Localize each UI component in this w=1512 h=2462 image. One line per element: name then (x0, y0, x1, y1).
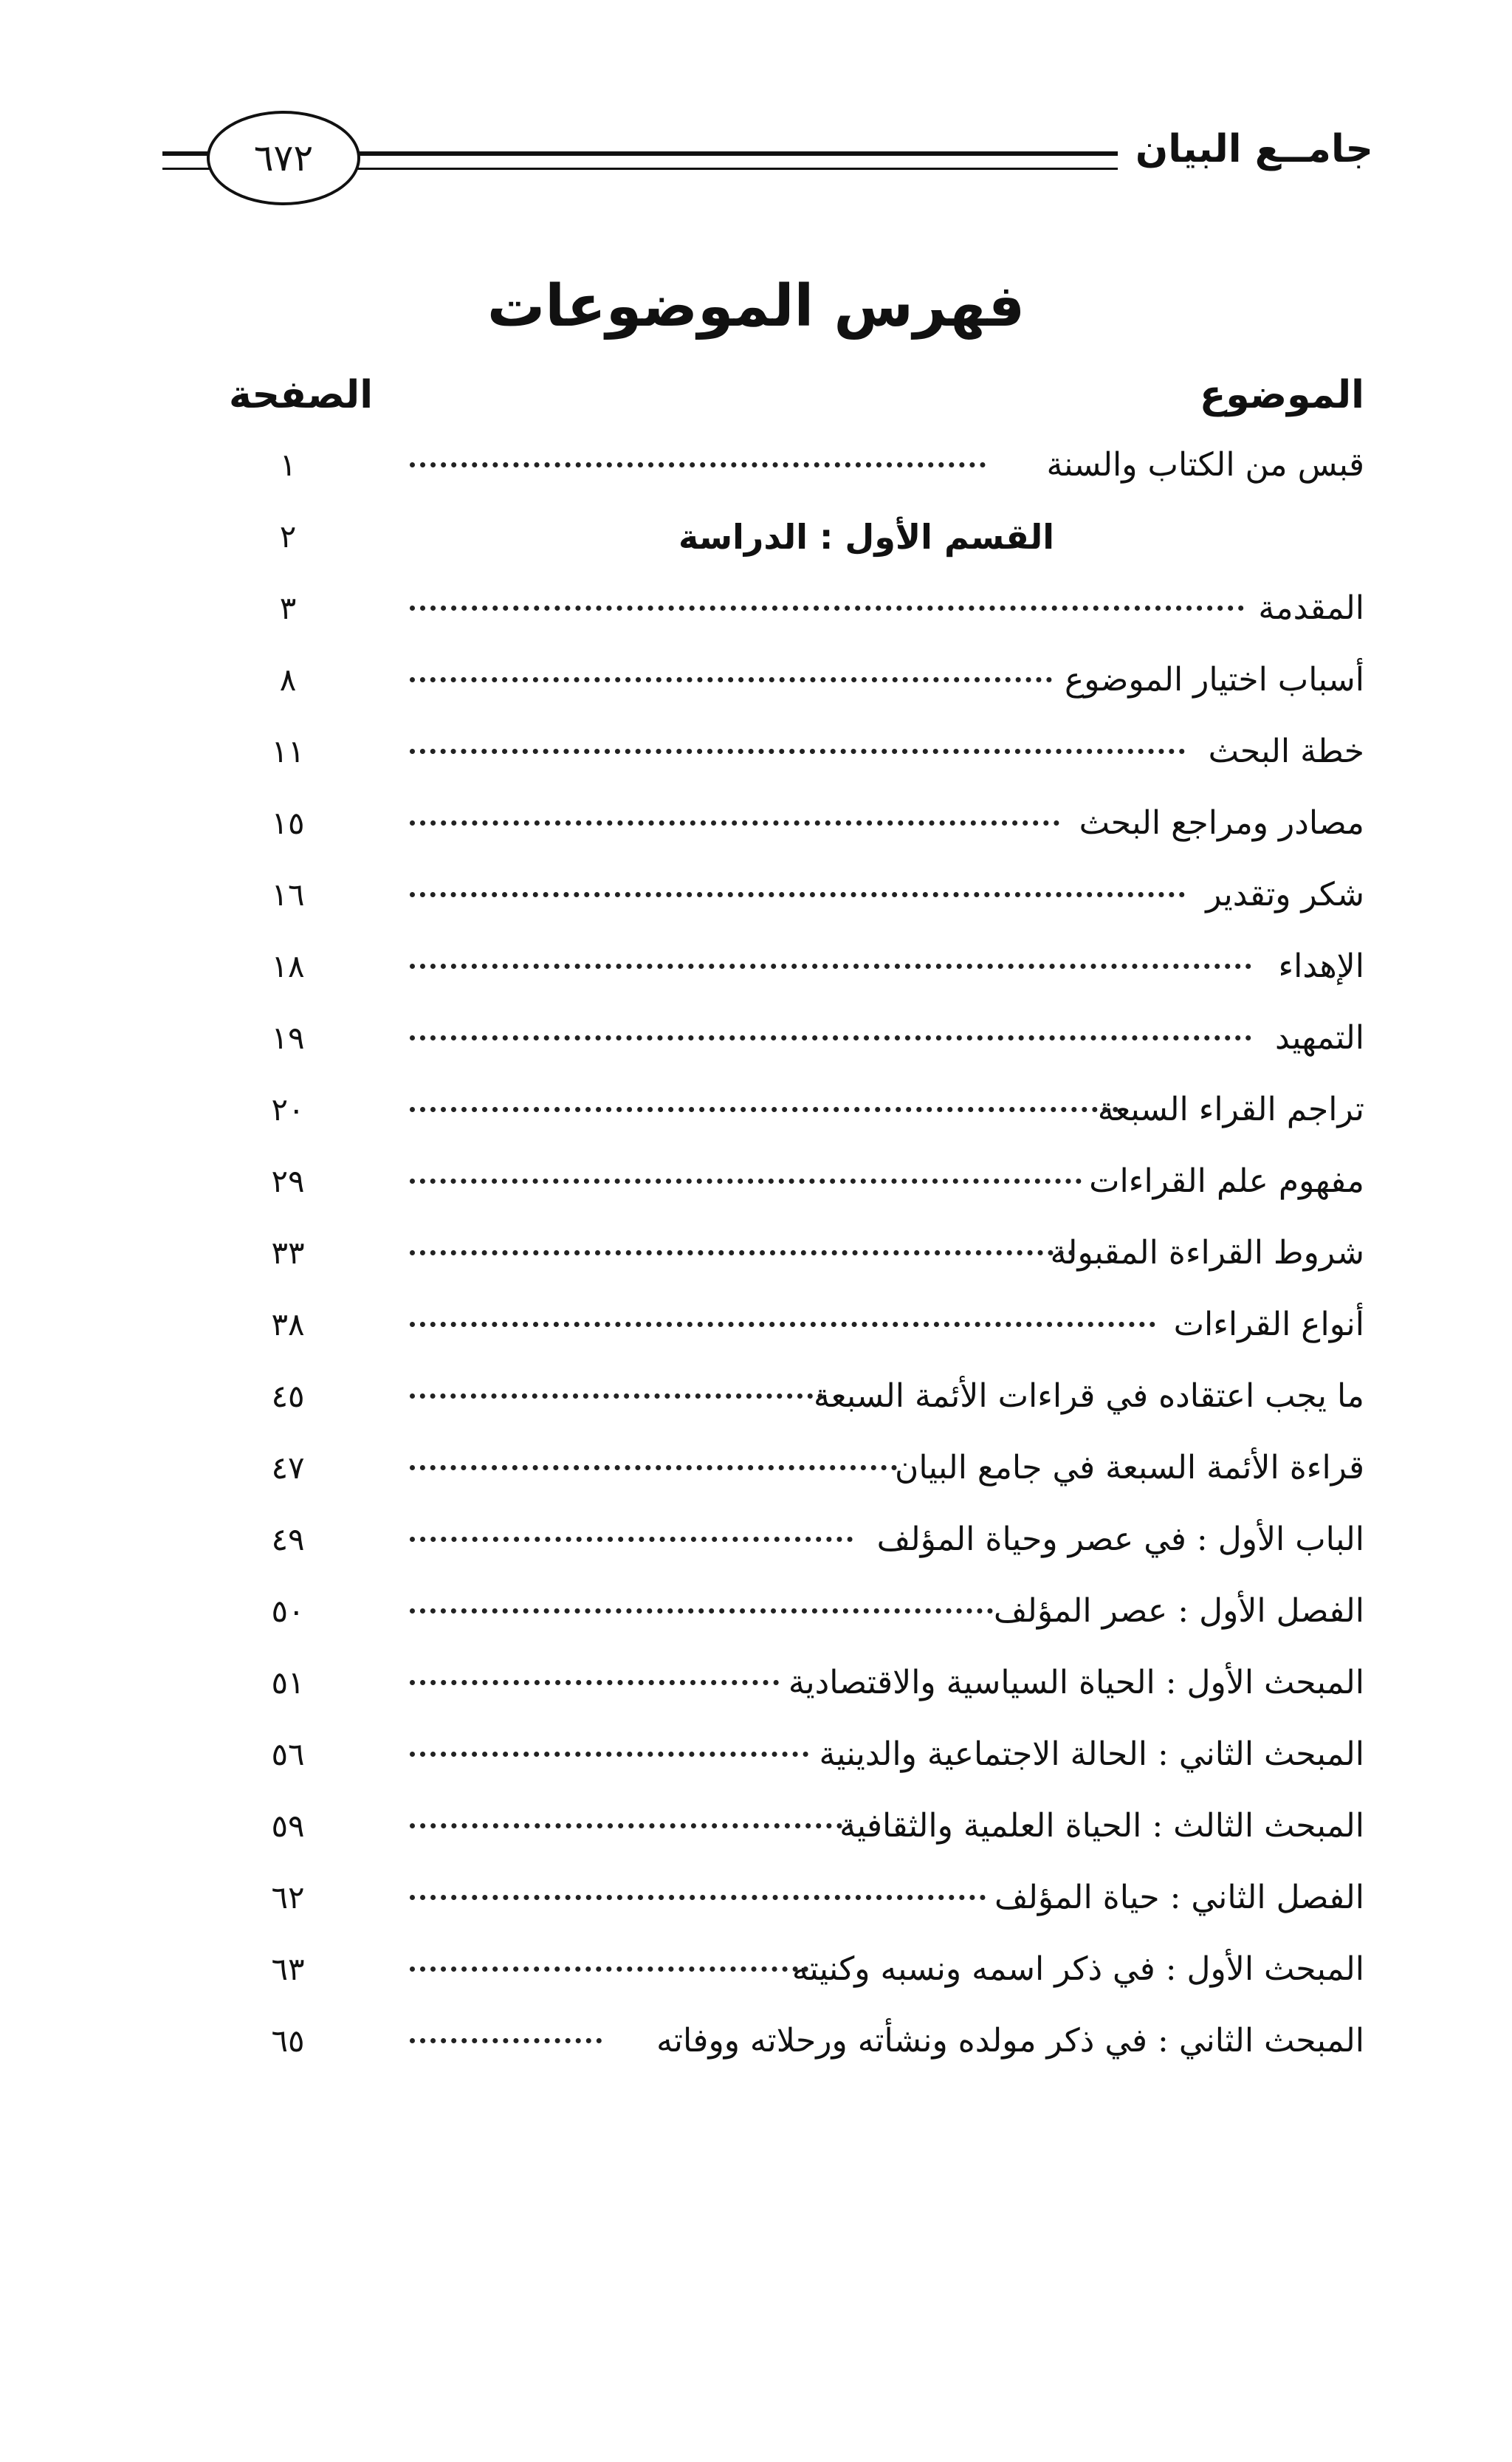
toc-entry-label: شروط القراءة المقبولة (1050, 1234, 1364, 1272)
dot-leader (410, 1823, 853, 1828)
dot-leader (410, 1895, 986, 1900)
toc-entry-label: الإهداء (1278, 947, 1364, 985)
toc-entry (0, 1732, 1512, 1804)
dot-leader (410, 1966, 808, 1972)
toc-page-number: ١ (279, 447, 297, 483)
toc-entry-label: الباب الأول : في عصر وحياة المؤلف (876, 1520, 1364, 1558)
toc-entry (0, 1159, 1512, 1231)
dot-leader (410, 892, 1185, 897)
toc-page-number: ٢٠ (271, 1091, 305, 1128)
book-title: جامــع البيان (1118, 127, 1373, 171)
page-number-oval (207, 111, 360, 205)
toc-entry (0, 1804, 1512, 1876)
toc-entry-label: قبس من الكتاب والسنة (1046, 446, 1364, 484)
toc-page-number: ٤٥ (271, 1378, 305, 1414)
toc-entry-label: التمهيد (1275, 1019, 1364, 1057)
toc-entry-label: المبحث الأول : الحياة السياسية والاقتصادية (788, 1664, 1364, 1701)
page-number: ٦٧٢ (253, 137, 314, 179)
toc-page-number: ٤٩ (271, 1521, 305, 1557)
toc-entry (0, 801, 1512, 873)
dot-leader (410, 1179, 1082, 1184)
table-of-contents (0, 443, 1512, 2091)
toc-page-number: ٥٠ (271, 1593, 305, 1629)
toc-entry-label: ما يجب اعتقاده في قراءات الأئمة السبعة (814, 1377, 1364, 1415)
toc-entry-label: مصادر ومراجع البحث (1079, 804, 1364, 842)
dot-leader (410, 749, 1185, 754)
toc-entry (0, 1876, 1512, 1947)
dot-leader (410, 1608, 993, 1614)
dot-leader (410, 1537, 853, 1542)
dot-leader (410, 1680, 779, 1685)
toc-entry-label: المبحث الثاني : في ذكر مولده ونشأته ورحلاته ووفاته (656, 2022, 1364, 2060)
toc-page-number: ٤٧ (271, 1450, 305, 1486)
toc-entry-label: الفصل الأول : عصر المؤلف (993, 1592, 1364, 1630)
toc-entry (0, 1016, 1512, 1088)
toc-entry-label: أسباب اختيار الموضوع (1065, 661, 1364, 699)
dot-leader (410, 2038, 602, 2043)
toc-entry (0, 1661, 1512, 1732)
toc-entry-label: خطة البحث (1208, 733, 1364, 770)
toc-page-number: ١١ (271, 733, 305, 769)
toc-page-number: ٦٥ (271, 2023, 305, 2059)
toc-page-number: ٢٩ (271, 1163, 305, 1199)
toc-entry-label: الفصل الثاني : حياة المؤلف (994, 1879, 1364, 1916)
running-header (162, 111, 1373, 222)
toc-entry (0, 1231, 1512, 1303)
toc-entry (0, 1518, 1512, 1589)
toc-page-number: ١٥ (271, 805, 305, 841)
toc-entry-label: القسم الأول : الدراسة (678, 517, 1054, 557)
toc-entry-label: أنواع القراءات (1173, 1306, 1364, 1343)
toc-entry (0, 586, 1512, 658)
dot-leader (410, 964, 1251, 969)
dot-leader (410, 677, 1052, 682)
toc-page-number: ٦٢ (271, 1879, 305, 1916)
page-title: فهرس الموضوعات (487, 273, 1025, 340)
dot-leader (410, 606, 1244, 611)
toc-entry (0, 873, 1512, 944)
toc-page-number: ٣٨ (271, 1306, 305, 1343)
toc-entry (0, 1947, 1512, 2019)
toc-page-number: ٨ (279, 662, 297, 698)
toc-entry-label: قراءة الأئمة السبعة في جامع البيان (895, 1449, 1364, 1487)
toc-entry-label: شكر وتقدير (1206, 876, 1364, 913)
toc-entry-label: المبحث الثاني : الحالة الاجتماعية والدينية (819, 1735, 1364, 1773)
toc-entry-label: المقدمة (1258, 589, 1364, 627)
dot-leader (410, 1752, 808, 1757)
dot-leader (410, 1465, 897, 1470)
toc-entry (0, 1374, 1512, 1446)
toc-entry-label: تراجم القراء السبعة (1097, 1091, 1364, 1128)
toc-entry (0, 944, 1512, 1016)
dot-leader (410, 1035, 1251, 1040)
toc-page-number: ٥٦ (271, 1736, 305, 1772)
toc-entry (0, 658, 1512, 730)
toc-page-number: ٥١ (271, 1664, 305, 1701)
dot-leader (410, 820, 1059, 826)
toc-entry (0, 443, 1512, 515)
toc-page-number: ٣٣ (271, 1235, 305, 1271)
topic-column-header: الموضوع (1199, 373, 1364, 417)
toc-entry (0, 1446, 1512, 1518)
dot-leader (410, 1322, 1155, 1327)
page-column-header: الصفحة (229, 373, 374, 417)
dot-leader (410, 1393, 823, 1399)
dot-leader (410, 1107, 1118, 1112)
toc-entry-label: المبحث الثالث : الحياة العلمية والثقافية (839, 1807, 1364, 1845)
toc-entry-label: مفهوم علم القراءات (1089, 1162, 1364, 1200)
dot-leader (410, 462, 986, 467)
toc-entry (0, 2019, 1512, 2091)
toc-page-number: ١٨ (271, 948, 305, 984)
toc-page-number: ١٦ (271, 877, 305, 913)
toc-section-heading (0, 515, 1512, 586)
toc-entry-label: المبحث الأول : في ذكر اسمه ونسبه وكنيته (791, 1950, 1364, 1988)
toc-page-number: ٥٩ (271, 1808, 305, 1844)
toc-page-number: ٢ (279, 518, 297, 555)
toc-entry (0, 1088, 1512, 1159)
dot-leader (410, 1250, 1074, 1255)
toc-entry (0, 730, 1512, 801)
toc-page-number: ١٩ (271, 1020, 305, 1056)
toc-entry (0, 1303, 1512, 1374)
toc-page-number: ٦٣ (271, 1951, 305, 1987)
toc-entry (0, 1589, 1512, 1661)
toc-page-number: ٣ (279, 590, 297, 626)
